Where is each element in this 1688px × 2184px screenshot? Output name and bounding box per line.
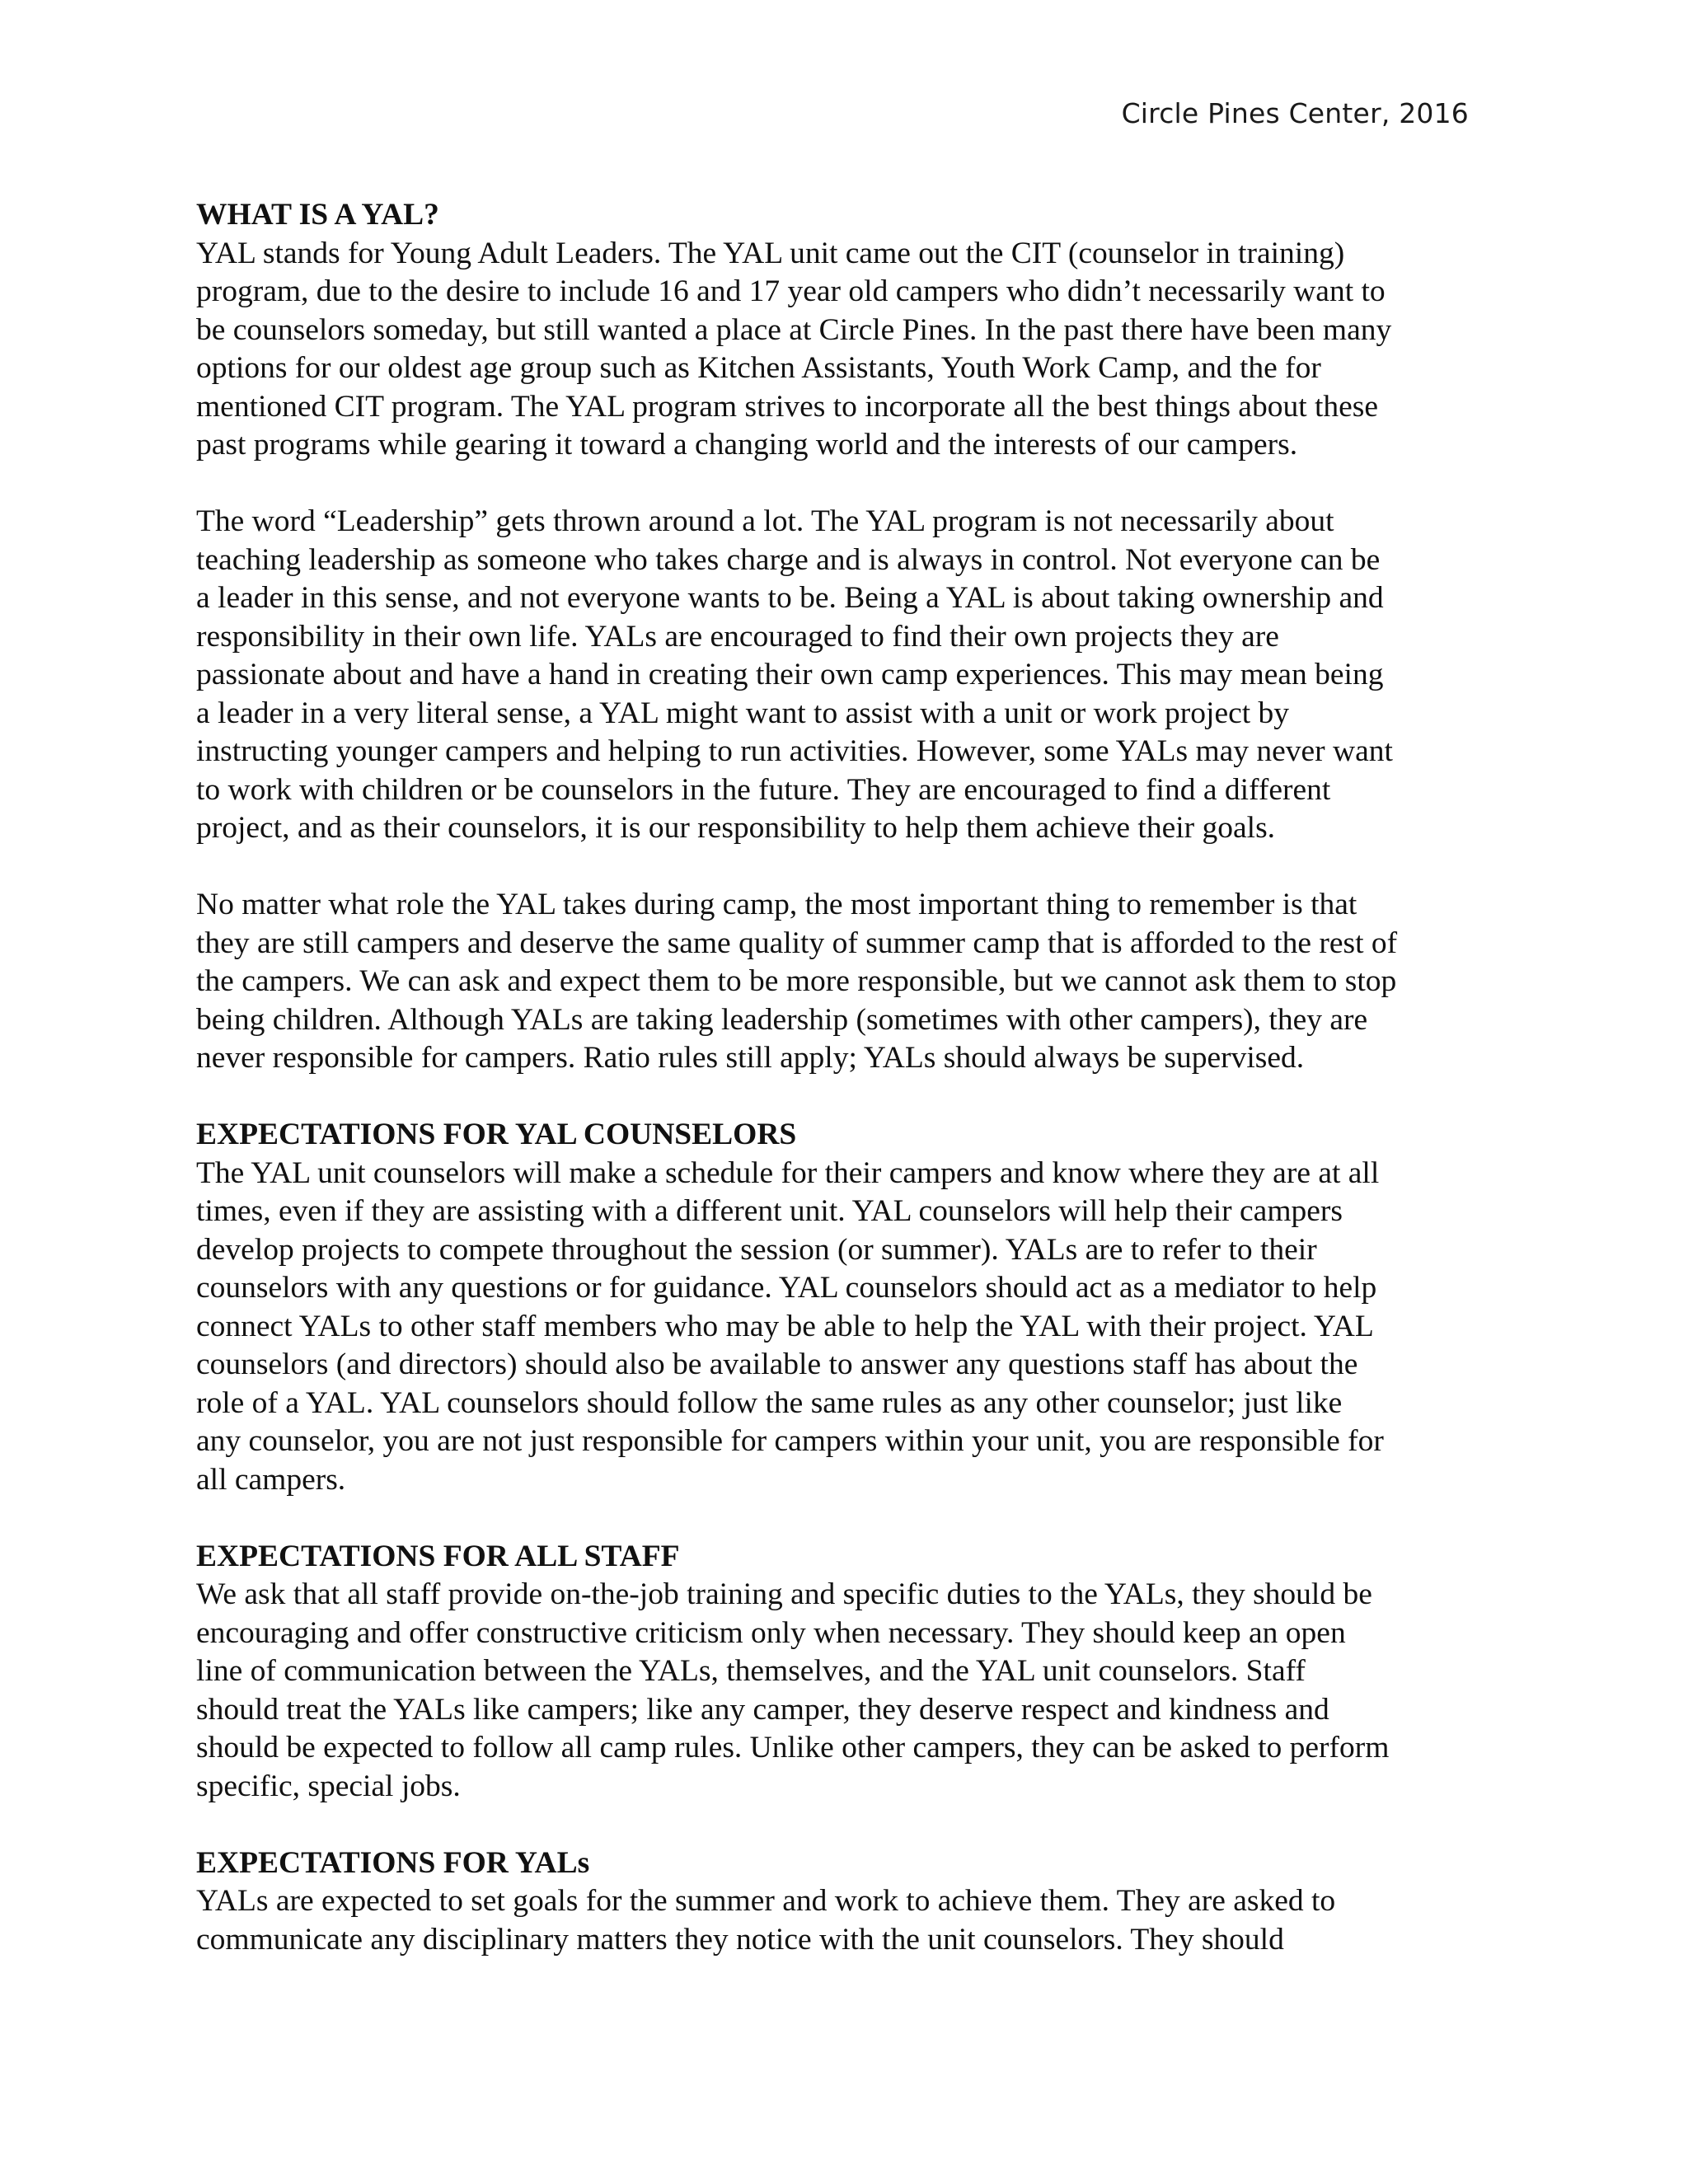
document-body xyxy=(196,196,1482,1959)
text-line: they are still campers and deserve the same quality of summer camp that is afforded to the rest of xyxy=(196,926,1398,960)
section-gap xyxy=(196,1078,1482,1117)
paragraph xyxy=(196,1155,1482,1500)
text-line: responsibility in their own life. YALs are encouraged to find their own projects they are xyxy=(196,619,1279,654)
text-line: should treat the YALs like campers; like any camper, they deserve respect and kindness and xyxy=(196,1692,1329,1727)
text-line: a leader in a very literal sense, a YAL might want to assist with a unit or work project by xyxy=(196,696,1290,730)
text-line: a leader in this sense, and not everyone wants to be. Being a YAL is about taking ownership and xyxy=(196,581,1384,615)
section-expectations-yals xyxy=(196,1844,1482,1960)
page-header: Circle Pines Center, 2016 xyxy=(1121,97,1469,129)
text-line: past programs while gearing it toward a changing world and the interests of our campers. xyxy=(196,428,1298,462)
text-line: be counselors someday, but still wanted a place at Circle Pines. In the past there have been many xyxy=(196,312,1392,347)
section-heading: EXPECTATIONS FOR YAL COUNSELORS xyxy=(196,1118,797,1151)
text-line: The word “Leadership” gets thrown around a lot. The YAL program is not necessarily about xyxy=(196,504,1334,538)
text-line: all campers. xyxy=(196,1462,346,1497)
paragraph xyxy=(196,503,1482,848)
text-line: The YAL unit counselors will make a schedule for their campers and know where they are at all xyxy=(196,1155,1380,1190)
paragraph xyxy=(196,235,1482,465)
text-line: the campers. We can ask and expect them to be more responsible, but we cannot ask them to stop xyxy=(196,964,1397,998)
text-line: project, and as their counselors, it is our responsibility to help them achieve their goals. xyxy=(196,811,1276,845)
section-heading: WHAT IS A YAL? xyxy=(196,198,439,232)
text-line: communicate any disciplinary matters they notice with the unit counselors. They should xyxy=(196,1922,1284,1957)
text-line: any counselor, you are not just responsible for campers within your unit, you are responsible for xyxy=(196,1424,1384,1458)
paragraph xyxy=(196,1576,1482,1806)
paragraph-gap xyxy=(196,848,1482,887)
section-expectations-all-staff xyxy=(196,1538,1482,1807)
section-gap xyxy=(196,1499,1482,1538)
text-line: YALs are expected to set goals for the summer and work to achieve them. They are asked to xyxy=(196,1884,1336,1918)
text-line: line of communication between the YALs, themselves, and the YAL unit counselors. Staff xyxy=(196,1654,1306,1688)
text-line: We ask that all staff provide on-the-job training and specific duties to the YALs, they should be xyxy=(196,1577,1372,1611)
section-expectations-yal-counselors xyxy=(196,1116,1482,1499)
text-line: program, due to the desire to include 16 and 17 year old campers who didn’t necessarily want to xyxy=(196,274,1386,308)
text-line: No matter what role the YAL takes during camp, the most important thing to remember is that xyxy=(196,888,1357,921)
text-line: YAL stands for Young Adult Leaders. The YAL unit came out the CIT (counselor in training) xyxy=(196,236,1345,270)
text-line: instructing younger campers and helping to run activities. However, some YALs may never want xyxy=(196,734,1393,768)
text-line: options for our oldest age group such as Kitchen Assistants, Youth Work Camp, and the for xyxy=(196,351,1321,385)
text-line: counselors (and directors) should also be available to answer any questions staff has about the xyxy=(196,1347,1358,1381)
text-line: encouraging and offer constructive criticism only when necessary. They should keep an open xyxy=(196,1615,1346,1650)
text-line: counselors with any questions or for guidance. YAL counselors should act as a mediator to help xyxy=(196,1271,1377,1305)
text-line: develop projects to compete throughout the session (or summer). YALs are to refer to their xyxy=(196,1232,1317,1267)
text-line: passionate about and have a hand in creating their own camp experiences. This may mean being xyxy=(196,658,1384,691)
text-line: to work with children or be counselors in the future. They are encouraged to find a different xyxy=(196,772,1331,807)
text-line: times, even if they are assisting with a different unit. YAL counselors will help their campers xyxy=(196,1194,1343,1228)
text-line: specific, special jobs. xyxy=(196,1769,461,1803)
paragraph xyxy=(196,1882,1482,1959)
section-gap xyxy=(196,1806,1482,1844)
paragraph-gap xyxy=(196,465,1482,504)
text-line: connect YALs to other staff members who may be able to help the YAL with their project. YAL xyxy=(196,1309,1374,1343)
text-line: role of a YAL. YAL counselors should follow the same rules as any other counselor; just like xyxy=(196,1385,1343,1420)
text-line: being children. Although YALs are taking leadership (sometimes with other campers), they are xyxy=(196,1002,1368,1037)
paragraph xyxy=(196,886,1482,1078)
section-what-is-a-yal xyxy=(196,196,1482,1078)
section-heading: EXPECTATIONS FOR YALs xyxy=(196,1845,590,1880)
text-line: mentioned CIT program. The YAL program strives to incorporate all the best things about these xyxy=(196,389,1379,424)
section-heading: EXPECTATIONS FOR ALL STAFF xyxy=(196,1539,680,1573)
text-line: never responsible for campers. Ratio rules still apply; YALs should always be supervised. xyxy=(196,1041,1305,1075)
text-line: teaching leadership as someone who takes charge and is always in control. Not everyone can be xyxy=(196,542,1381,577)
text-line: should be expected to follow all camp rules. Unlike other campers, they can be asked to perform xyxy=(196,1731,1390,1765)
